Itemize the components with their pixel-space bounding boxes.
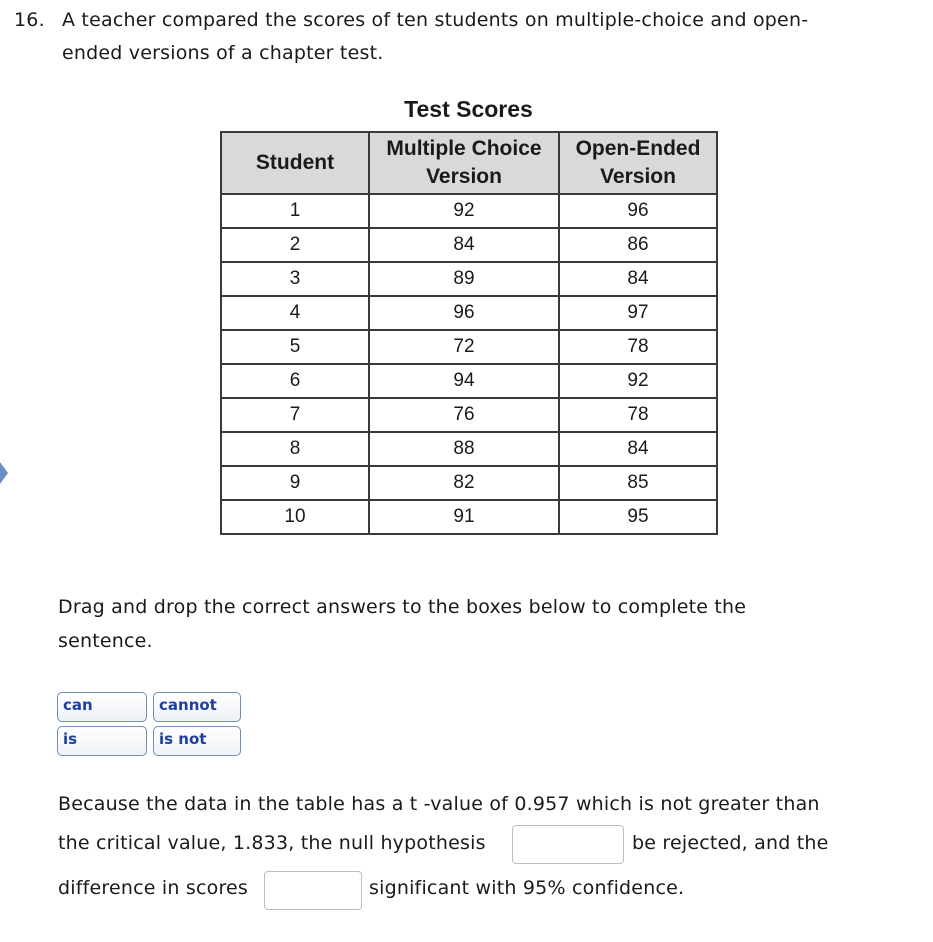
header-mc-line2: Version <box>426 165 502 188</box>
table-row <box>221 330 717 364</box>
table-row <box>221 432 717 466</box>
student-cell: 1 <box>221 194 369 228</box>
table-row <box>221 194 717 228</box>
answer-tile-cannot[interactable]: cannot <box>153 692 241 722</box>
open-ended-cell: 84 <box>559 262 717 296</box>
multiple-choice-cell: 72 <box>369 330 559 364</box>
student-cell: 3 <box>221 262 369 296</box>
question-line-1 <box>14 4 914 37</box>
student-cell: 5 <box>221 330 369 364</box>
student-cell: 6 <box>221 364 369 398</box>
sentence-part-2: the critical value, 1.833, the null hypothesis <box>58 832 486 854</box>
multiple-choice-cell: 76 <box>369 398 559 432</box>
table-row <box>221 228 717 262</box>
table-row <box>221 466 717 500</box>
instruction-text: Drag and drop the correct answers to the boxes below to complete the sentence. <box>58 596 747 652</box>
student-cell: 2 <box>221 228 369 262</box>
drop-box-2[interactable] <box>264 871 362 910</box>
sentence-part-5: significant with 95% confidence. <box>369 877 685 899</box>
header-student-text: Student <box>255 151 335 174</box>
header-multiple-choice <box>369 132 559 194</box>
multiple-choice-cell: 82 <box>369 466 559 500</box>
sentence-part-1: Because the data in the table has a t -value of 0.957 which is not greater than <box>58 793 820 815</box>
header-student <box>221 132 369 194</box>
open-ended-cell: 78 <box>559 330 717 364</box>
table-header-row <box>221 132 717 194</box>
question-number: 16. <box>14 9 45 31</box>
answer-tile-is-not[interactable]: is not <box>153 726 241 756</box>
open-ended-cell: 86 <box>559 228 717 262</box>
multiple-choice-cell: 88 <box>369 432 559 466</box>
multiple-choice-cell: 92 <box>369 194 559 228</box>
table-title: Test Scores <box>404 96 533 122</box>
sentence-part-3: be rejected, and the <box>632 832 829 854</box>
multiple-choice-cell: 89 <box>369 262 559 296</box>
multiple-choice-cell: 91 <box>369 500 559 534</box>
open-ended-cell: 95 <box>559 500 717 534</box>
sentence-part-4: difference in scores <box>58 877 249 899</box>
open-ended-cell: 96 <box>559 194 717 228</box>
question-text-1: A teacher compared the scores of ten students on multiple-choice and open- <box>62 9 809 31</box>
multiple-choice-cell: 84 <box>369 228 559 262</box>
table-row <box>221 500 717 534</box>
table-row <box>221 364 717 398</box>
header-open-ended <box>559 132 717 194</box>
header-mc-line1: Multiple Choice <box>386 137 542 160</box>
question-text-2: ended versions of a chapter test. <box>62 42 384 64</box>
table-row <box>221 262 717 296</box>
previous-arrow-icon[interactable] <box>0 462 8 484</box>
open-ended-cell: 92 <box>559 364 717 398</box>
multiple-choice-cell: 96 <box>369 296 559 330</box>
student-cell: 10 <box>221 500 369 534</box>
table-row <box>221 296 717 330</box>
header-oe-line1: Open-Ended <box>575 137 701 160</box>
open-ended-cell: 84 <box>559 432 717 466</box>
answer-tile-is[interactable]: is <box>57 726 147 756</box>
open-ended-cell: 78 <box>559 398 717 432</box>
multiple-choice-cell: 94 <box>369 364 559 398</box>
open-ended-cell: 85 <box>559 466 717 500</box>
answer-tile-can[interactable]: can <box>57 692 147 722</box>
student-cell: 4 <box>221 296 369 330</box>
student-cell: 7 <box>221 398 369 432</box>
table-body <box>221 194 717 534</box>
test-scores-table <box>220 131 718 535</box>
open-ended-cell: 97 <box>559 296 717 330</box>
question-prompt <box>14 4 914 70</box>
header-oe-line2: Version <box>600 165 676 188</box>
student-cell: 8 <box>221 432 369 466</box>
table-row <box>221 398 717 432</box>
student-cell: 9 <box>221 466 369 500</box>
drop-box-1[interactable] <box>512 825 624 864</box>
